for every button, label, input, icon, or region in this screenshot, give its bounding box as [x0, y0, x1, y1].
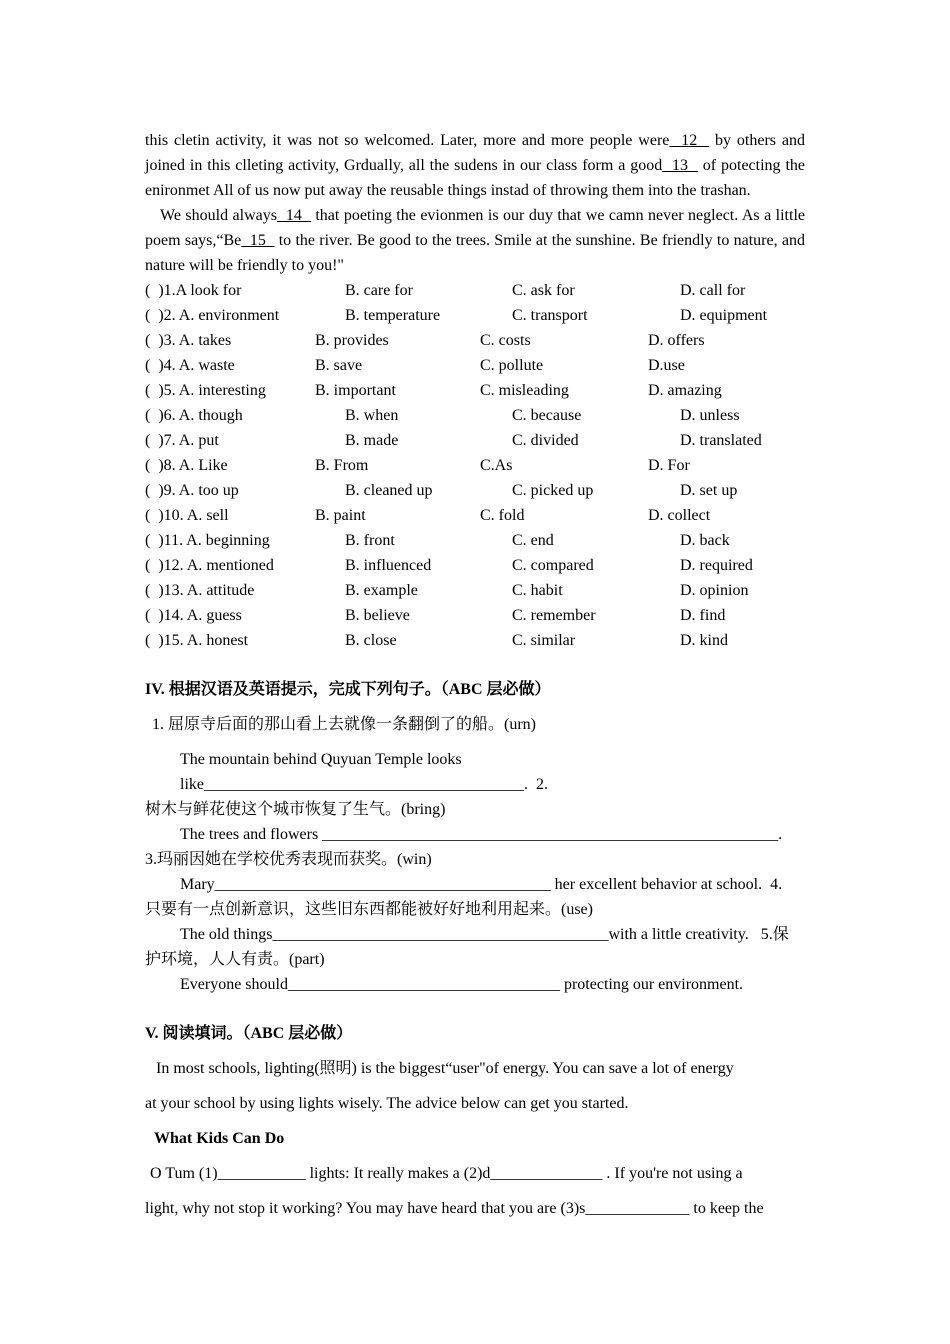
option-c: C. habit [512, 582, 563, 599]
option-d: D. find [680, 607, 726, 624]
option-d: D. For [648, 457, 690, 474]
cloze-blank-12: 12 [669, 132, 710, 149]
mcq-row [145, 453, 805, 478]
mcq-answer-options [145, 278, 805, 653]
section-iv-line: 只要有一点创新意识，这些旧东西都能被好好地利用起来。(use) [145, 901, 593, 918]
mcq-row [145, 503, 805, 528]
mcq-row [145, 628, 805, 653]
option-b: B. temperature [345, 307, 441, 324]
option-c: C. fold [480, 507, 525, 524]
cloze-blank-13: 13 [662, 157, 698, 174]
option-a: ( )3. A. takes [145, 332, 232, 349]
option-b: B. made [345, 432, 399, 449]
paragraph-text: to the river. Be good to the trees. Smile at the sunshine. Be friendly to nature, and nature will be friendly to you!" [145, 232, 805, 274]
option-a: ( )6. A. though [145, 407, 243, 424]
mcq-row [145, 278, 805, 303]
option-d: D. kind [680, 632, 728, 649]
option-b: B. provides [315, 332, 389, 349]
section-iv-line: The trees and flowers _________________________________________________________. [180, 826, 783, 843]
option-b: B. example [345, 582, 418, 599]
section-iv-line: 树木与鲜花使这个城市恢复了生气。(bring) [145, 801, 446, 818]
section-iv-line: 3.玛丽因她在学校优秀表现而获奖。(win) [145, 851, 432, 868]
option-d: D. equipment [680, 307, 768, 324]
option-b: B. influenced [345, 557, 432, 574]
section-v-line: In most schools, lighting(照明) is the biggest“user"of energy. You can save a lot of energy [156, 1060, 734, 1077]
option-d: D. set up [680, 482, 738, 499]
option-c: C. end [512, 532, 554, 549]
what-kids-can-do-subheading: What Kids Can Do [154, 1130, 285, 1147]
option-d: D.use [648, 357, 685, 374]
section-v-line: light, why not stop it working? You may have heard that you are (3)s_____________ to keep the [145, 1200, 764, 1217]
option-b: B. when [345, 407, 399, 424]
paragraph-text: this cletin activity, it was not so welcomed. Later, more and more people were [145, 132, 670, 149]
mcq-row [145, 378, 805, 403]
section-iv-line: Everyone should__________________________________ protecting our environment. [180, 976, 744, 993]
option-d: D. collect [648, 507, 711, 524]
option-d: D. translated [680, 432, 762, 449]
option-a: ( )8. A. Like [145, 457, 228, 474]
cloze-passage-paragraph-2 [145, 203, 805, 278]
section-iv-body [145, 712, 805, 997]
option-c: C. divided [512, 432, 579, 449]
section-iv-line: 1. 屈原寺后面的那山看上去就像一条翻倒了的船。(urn) [152, 716, 536, 733]
option-c: C. ask for [512, 282, 575, 299]
option-a: ( )9. A. too up [145, 482, 239, 499]
option-b: B. close [345, 632, 397, 649]
option-a: ( )12. A. mentioned [145, 557, 274, 574]
option-b: B. cleaned up [345, 482, 433, 499]
option-c: C. picked up [512, 482, 594, 499]
option-d: D. back [680, 532, 730, 549]
option-a: ( )11. A. beginning [145, 532, 270, 549]
section-iv-line: The old things__________________________________________with a little creativity. 5.保 [180, 926, 789, 943]
option-d: D. amazing [648, 382, 722, 399]
section-iv-heading: IV. 根据汉语及英语提示，完成下列句子。（ABC 层必做） [145, 681, 551, 698]
option-b: B. important [315, 382, 396, 399]
paragraph-text: by others and joined in this clleting activity, Grdually, all the sudens in our class form a good [145, 132, 806, 174]
paragraph-text: of potecting the enironmet All of us now put away the reusable things instad of throwing them into the trashan. [145, 157, 805, 199]
option-a: ( )1.A look for [145, 282, 242, 299]
section-iv-line: 护环境，人人有责。(part) [145, 951, 325, 968]
section-v-line: at your school by using lights wisely. The advice below can get you started. [145, 1095, 629, 1112]
section-iv-line: The mountain behind Quyuan Temple looks like________________________________________. 2. [180, 751, 548, 793]
option-d: D. offers [648, 332, 705, 349]
option-c: C.As [480, 457, 513, 474]
mcq-row [145, 353, 805, 378]
option-a: ( )10. A. sell [145, 507, 229, 524]
paragraph-text: We should always [160, 207, 277, 224]
option-c: C. similar [512, 632, 576, 649]
cloze-passage-paragraph-1 [145, 128, 805, 203]
option-a: ( )2. A. environment [145, 307, 280, 324]
option-b: B. front [345, 532, 395, 549]
option-a: ( )7. A. put [145, 432, 219, 449]
mcq-row [145, 528, 805, 553]
option-b: B. care for [345, 282, 413, 299]
mcq-row [145, 478, 805, 503]
section-v-heading: V. 阅读填词。（ABC 层必做） [145, 1025, 353, 1042]
mcq-row [145, 578, 805, 603]
option-a: ( )4. A. waste [145, 357, 235, 374]
mcq-row [145, 603, 805, 628]
option-a: ( )13. A. attitude [145, 582, 255, 599]
option-b: B. paint [315, 507, 366, 524]
section-iv-line: Mary__________________________________________ her excellent behavior at school. 4. [180, 876, 783, 893]
option-c: C. pollute [480, 357, 544, 374]
paragraph-text: that poeting the evionmen is our duy that we camn never neglect. As a little poem says,“Be [145, 207, 805, 249]
option-c: C. costs [480, 332, 531, 349]
option-b: B. believe [345, 607, 410, 624]
section-v-line: O Tum (1)___________ lights: It really makes a (2)d______________ . If you're not using a [150, 1165, 743, 1182]
option-a: ( )5. A. interesting [145, 382, 266, 399]
option-a: ( )15. A. honest [145, 632, 249, 649]
option-b: B. save [315, 357, 363, 374]
cloze-blank-15: 15 [241, 232, 275, 249]
option-d: D. unless [680, 407, 740, 424]
mcq-row [145, 303, 805, 328]
option-a: ( )14. A. guess [145, 607, 242, 624]
option-d: D. required [680, 557, 753, 574]
option-d: D. call for [680, 282, 746, 299]
mcq-row [145, 428, 805, 453]
section-v-body [145, 1056, 805, 1221]
option-c: C. compared [512, 557, 594, 574]
mcq-row [145, 403, 805, 428]
option-c: C. remember [512, 607, 596, 624]
option-b: B. From [315, 457, 369, 474]
option-c: C. transport [512, 307, 588, 324]
option-c: C. because [512, 407, 582, 424]
mcq-row [145, 328, 805, 353]
option-d: D. opinion [680, 582, 749, 599]
option-c: C. misleading [480, 382, 569, 399]
mcq-row [145, 553, 805, 578]
cloze-blank-14: 14 [276, 207, 311, 224]
